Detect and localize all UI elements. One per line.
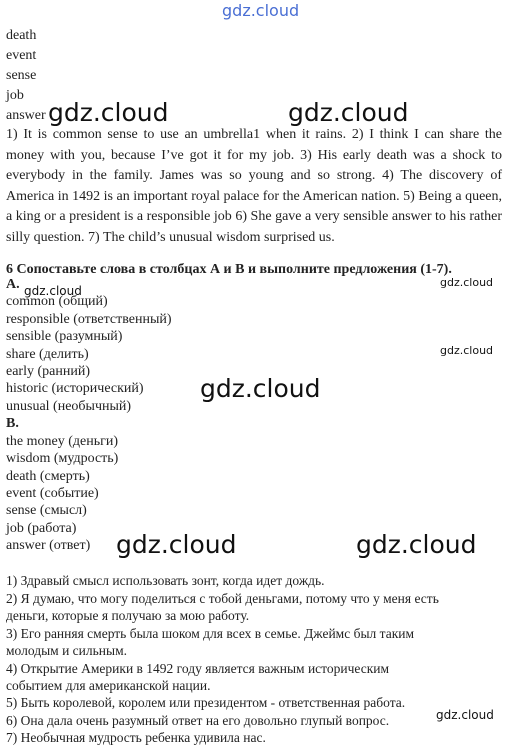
- translation-line: деньги, которые я получаю за мою работу.: [6, 608, 250, 623]
- watermark: gdz.cloud: [200, 374, 321, 403]
- watermark: gdz.cloud: [436, 708, 494, 722]
- watermark: gdz.cloud: [24, 284, 82, 298]
- column-b-label: B.: [6, 416, 19, 431]
- column-a-item: common (общий): [6, 294, 108, 309]
- word-item: death: [6, 28, 37, 43]
- column-a-item: historic (исторический): [6, 381, 144, 396]
- column-a-item: responsible (ответственный): [6, 312, 172, 327]
- column-b-item: event (событие): [6, 486, 99, 501]
- watermark: gdz.cloud: [356, 530, 477, 559]
- column-b-item: death (смерть): [6, 469, 90, 484]
- translation-line: 5) Быть королевой, королем или президентом - ответственная работа.: [6, 695, 406, 710]
- column-a-item: sensible (разумный): [6, 329, 123, 344]
- column-a-label: A.: [6, 277, 20, 292]
- word-item: job: [6, 88, 24, 103]
- column-a-item: share (делить): [6, 347, 89, 362]
- watermark: gdz.cloud: [440, 276, 494, 289]
- column-b-item: answer (ответ): [6, 538, 91, 553]
- translation-line: 7) Необычная мудрость ребенка удивила нас.: [6, 730, 266, 745]
- column-b-item: wisdom (мудрость): [6, 451, 119, 466]
- watermark: gdz.cloud: [116, 530, 237, 559]
- column-b-item: job (работа): [6, 521, 77, 536]
- watermark: gdz.cloud: [288, 98, 409, 127]
- column-b-item: sense (смысл): [6, 503, 87, 518]
- column-b-item: the money (деньги): [6, 434, 118, 449]
- column-a-item: early (ранний): [6, 364, 90, 379]
- translation-line: 4) Открытие Америки в 1492 году является важным историческим: [6, 661, 390, 676]
- word-item: event: [6, 48, 37, 63]
- translation-line: молодым и сильным.: [6, 643, 127, 658]
- column-a-item: unusual (необычный): [6, 399, 132, 414]
- word-item: sense: [6, 68, 37, 83]
- translation-line: 3) Его ранняя смерть была шоком для всех в семье. Джеймс был таким: [6, 626, 415, 641]
- translation-line: 1) Здравый смысл использовать зонт, когда идет дождь.: [6, 573, 325, 588]
- word-item: answer: [6, 108, 46, 123]
- watermark: gdz.cloud: [440, 344, 494, 357]
- translation-line: 2) Я думаю, что могу поделиться с тобой деньгами, потому что у меня есть: [6, 591, 439, 606]
- translation-line: событием для американской нации.: [6, 678, 211, 693]
- answers-paragraph: 1) It is common sense to use an umbrella1 when it rains. 2) I think I can share the money with you, because I’ve got it for my job. 3) His early death was a shock to everybody in the family. James was so young and so strong. 4) The discovery of America in 1492 is an important royal palace for the American nation. 5) Being a queen, a king or a president is a responsible job 6) She gave a very sensible answer to his rather silly question. 7) The child’s unusual wisdom surprised us.: [6, 127, 502, 245]
- translation-line: 6) Она дала очень разумный ответ на его довольно глупый вопрос.: [6, 713, 390, 728]
- task-heading: 6 Сопоставьте слова в столбцах А и В и выполните предложения (1-7).: [6, 262, 452, 277]
- watermark: gdz.cloud: [222, 1, 300, 20]
- watermark: gdz.cloud: [48, 98, 169, 127]
